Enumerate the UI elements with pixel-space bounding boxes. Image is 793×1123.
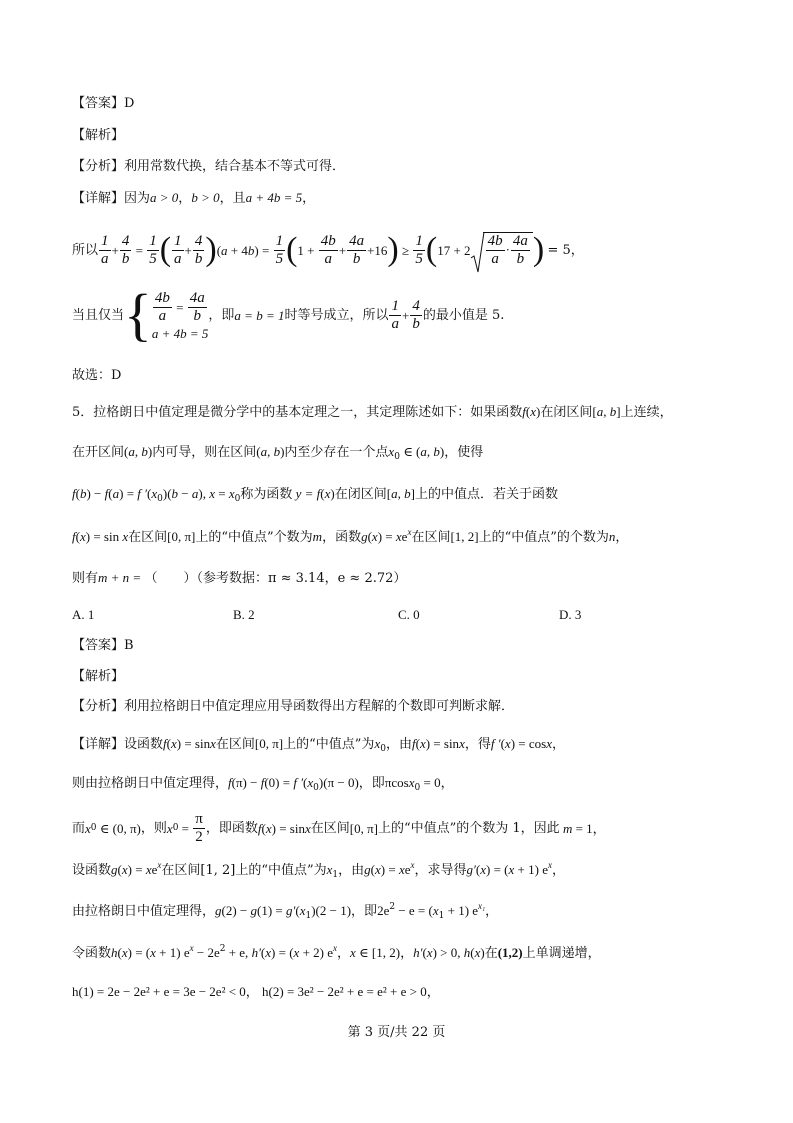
option-b: B. 2 bbox=[233, 607, 255, 622]
option-c: C. 0 bbox=[398, 607, 420, 622]
q5-detail-6: 令函数h(x) = (x + 1) $e^x - 2e^2 + e$, h′(x) = (x + 2) $e^x$，x ∈ [1, 2)，h′(x) > 0, h(x)在(1,2)上单调递增， bbox=[72, 943, 601, 961]
q5-detail-4: 设函数$g(x) = xe^x$在区间[1, 2]上的“中值点”为$x_1$，由$g(x) = xe^x$，求导得g′(x) = (x + 1) $e^x$， bbox=[72, 860, 565, 880]
q5-analysis-label: 【解析】 bbox=[72, 669, 125, 684]
q4-choose: 故选：D bbox=[72, 368, 122, 383]
q5-line4: f(x) = sin x在区间[0, π]上的“中值点”个数为m，函数$g(x) = xe^x$在区间[1, 2]上的“中值点”的个数为n， bbox=[72, 527, 629, 545]
q5-detail-7: h(1) = 2e − 2e² + e = 3e − 2e² < 0， h(2) = 3e² − 2e² + e = e² + e > 0， bbox=[72, 984, 440, 999]
q5-line2: 在开区间(a, b)内可导，则在区间(a, b)内至少存在一个点$x_0$ ∈ (a, b)，使得 bbox=[72, 444, 484, 462]
q5-detail-3: 而 x 0 ∈ (0, π) ，则 x 0 = $\frac{\pi}{2}$ ，即函数 f ( x ) = sin x 在区间 [0, π] 上的“中值点”的个数为 1，因此 m = 1， bbox=[72, 810, 606, 845]
q4-equality-line: 当且仅当 { $\frac{4b}{a}$ = $\frac{4a}{b}$ a + 4b = 5 ，即 a = b = 1 时等号成立，所以 $\frac{1}{a}$ + $\frac{4}{b}$ 的最小值是 5. bbox=[72, 282, 505, 347]
q5-line3: f(b) − f(a) = f $'(x_0)(b - a)$, $x = x_0$称为函数 y = f(x)在闭区间[a, b]上的中值点．若关于函数 bbox=[72, 486, 558, 504]
q5-detail-5: 由拉格朗日中值定理得，$g(2) - g(1) = g'(x_1)(2 - 1)$，即$2e^2 - e = (x_1 + 1)$ $e^{x_1}$， bbox=[72, 901, 499, 921]
sqrt-symbol: $\frac{4b}{a}$ · $\frac{4a}{b}$ bbox=[471, 232, 533, 268]
page-footer: 第 3 页/共 22 页 bbox=[347, 1025, 446, 1040]
q5-line5: 则有m + n = （ ）（参考数据：π ≈ 3.14，e ≈ 2.72） bbox=[72, 570, 407, 586]
q4-analysis-label: 【解析】 bbox=[72, 128, 125, 143]
q5-detail-1: 【详解】设函数f(x) = sinx在区间[0, π]上的“中值点”为$x_0$，由f(x) = sinx，得f ′(x) = cosx， bbox=[72, 736, 565, 754]
q4-answer: 【答案】D bbox=[72, 96, 135, 111]
q5-detail-2: 则由拉格朗日中值定理得，f(π) − f(0) = f $'(x_0)(\pi - 0)$，即πcosx$_0$ = 0， bbox=[72, 775, 454, 793]
q5-line1: 5．拉格朗日中值定理是微分学中的基本定理之一，其定理陈述如下：如果函数f(x)在闭区间[a, b]上连续， bbox=[72, 404, 673, 420]
q4-fenxi: 【分析】利用常数代换，结合基本不等式可得． bbox=[72, 159, 346, 174]
q5-fenxi: 【分析】利用拉格朗日中值定理应用导函数得出方程解的个数即可判断求解． bbox=[72, 699, 515, 714]
option-d: D. 3 bbox=[559, 607, 582, 622]
q4-detail: 【详解】因为a > 0，b > 0，且a + 4b = 5， bbox=[72, 190, 316, 206]
q4-so-line: 所以 $\frac{1}{a}$ + $\frac{4}{b}$ = $\frac{1}{5}$ ( $\frac{1}{a}$ + $\frac{4}{b}$ ) ( a + 4 b ) = $\frac{1}{5}$ ( 1 + $\frac{4b}{a}$ + $\frac{4a}{b}$ +16 ) ≥ $\frac{1}{5}$ ( 17 + 2 $\frac{4b}{a}$ · $\frac{4a}{b}$ ) = 5， bbox=[72, 222, 584, 278]
option-a: A. 1 bbox=[72, 607, 95, 622]
q5-answer: 【答案】B bbox=[72, 638, 134, 653]
